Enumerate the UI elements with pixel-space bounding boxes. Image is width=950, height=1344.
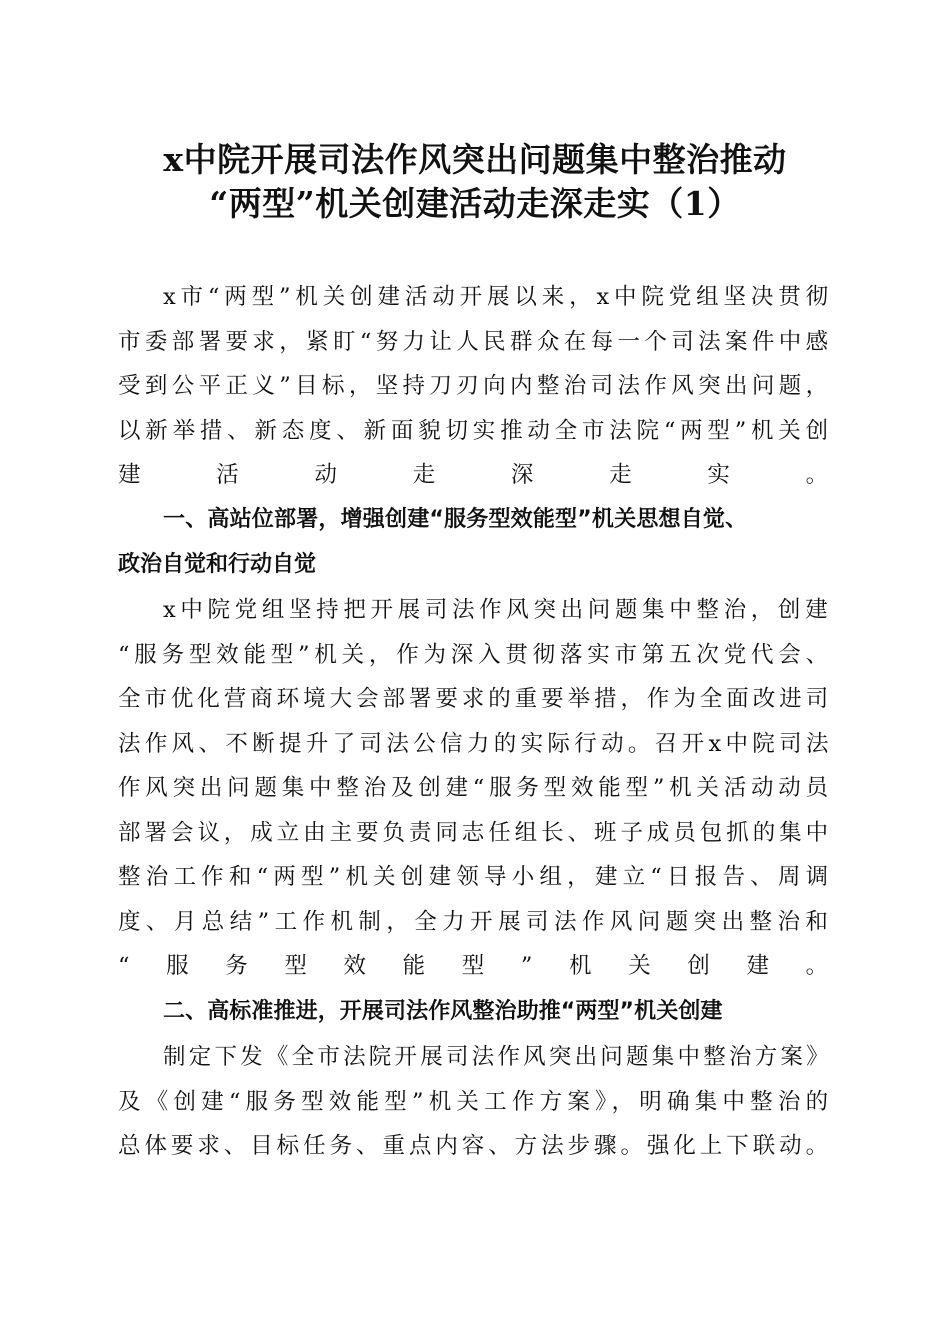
text-line: 法作风、不断提升了司法公信力的实际行动。召开x中院司法 — [118, 730, 830, 757]
text-line: 以新举措、新态度、新面貌切实推动全市法院“两型”机关创 — [118, 417, 830, 444]
text-line: 市委部署要求，紧盯“努力让人民群众在每一个司法案件中感 — [118, 328, 830, 355]
paragraph-section-1 — [118, 588, 830, 989]
text-line: x中院党组坚持把开展司法作风突出问题集中整治，创建 — [163, 597, 830, 623]
heading-line: 一、高站位部署，增强创建“服务型效能型”机关思想自觉、 — [163, 507, 748, 532]
paragraph-intro — [118, 275, 830, 498]
text-line: “服务型效能型”机关创建。 — [118, 953, 830, 979]
document-title-line-2: “两型”机关创建活动走深走实（1） — [209, 184, 741, 223]
text-line: “服务型效能型”机关，作为深入贯彻落实市第五次党代会、 — [118, 641, 830, 668]
text-line: 部署会议，成立由主要负责同志任组长、班子成员包抓的集中 — [118, 819, 830, 846]
section-heading-2 — [118, 990, 830, 1035]
text-line: 受到公平正义”目标，坚持刀刃向内整治司法作风突出问题， — [118, 373, 830, 399]
paragraph-section-2 — [118, 1035, 830, 1169]
document-title-line-1: x中院开展司法作风突出问题集中整治推动 — [163, 140, 787, 179]
text-line: 作风突出问题集中整治及创建“服务型效能型”机关活动动员 — [118, 775, 830, 801]
text-line: 整治工作和“两型”机关创建领导小组，建立“日报告、周调 — [118, 864, 830, 890]
text-line: 及《创建“服务型效能型”机关工作方案》，明确集中整治的 — [118, 1088, 830, 1115]
section-heading-1 — [118, 498, 830, 587]
heading-line: 政治自觉和行动自觉 — [118, 551, 317, 577]
text-line: 总体要求、目标任务、重点内容、方法步骤。强化上下联动。 — [118, 1133, 830, 1159]
text-line: 度、月总结”工作机制，全力开展司法作风问题突出整治和 — [118, 908, 830, 935]
heading-line: 二、高标准推进，开展司法作风整治助推“两型”机关创建 — [163, 999, 723, 1024]
text-line: 制定下发《全市法院开展司法作风突出问题集中整治方案》 — [163, 1044, 830, 1070]
text-line: x市“两型”机关创建活动开展以来，x中院党组坚决贯彻 — [163, 284, 830, 310]
text-line: 建活动走深走实。 — [118, 462, 830, 488]
text-line: 全市优化营商环境大会部署要求的重要举措，作为全面改进司 — [118, 686, 830, 712]
